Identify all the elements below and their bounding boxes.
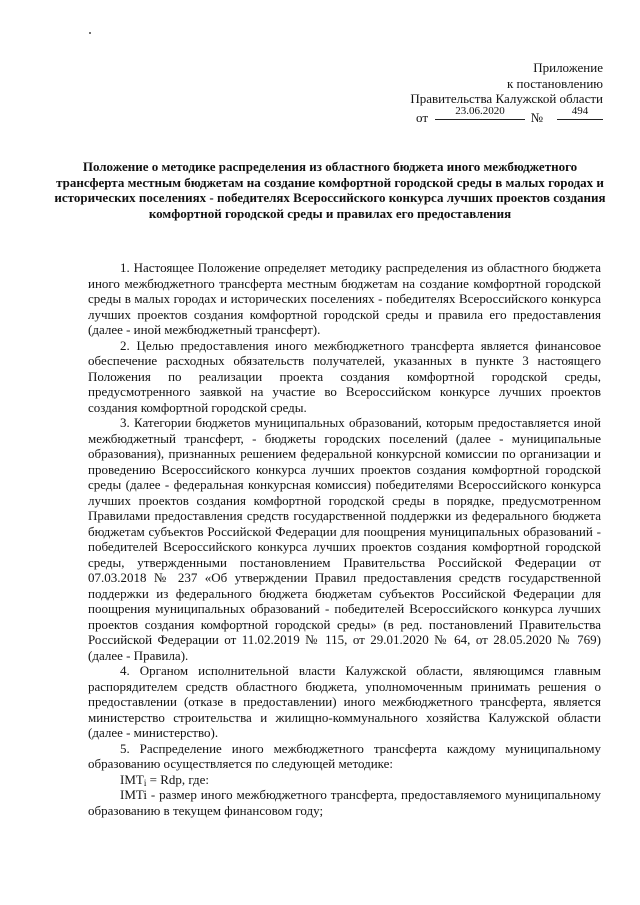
paragraph-4: 4. Органом исполнительной власти Калужской области, являющимся главным распорядителем средств областного бюджета, уполномоченным принимать решения о предоставлении (отказе в предоставлении) иного межбюджетного трансферта, является министерство строительства и жилищно-коммунального хозяйства Калужской области (далее - министерство). <box>88 663 601 740</box>
paragraph-1: 1. Настоящее Положение определяет методику распределения из областного бюджета иного межбюджетного трансферта местным бюджетам на создание комфортной городской среды в малых городах и исторических поселениях - победителях Всероссийского конкурса лучших проектов создания комфортной городской среды и правила его предоставления (далее - иной межбюджетный трансферт). <box>88 260 601 337</box>
appendix-government: Правительства Калужской области <box>410 91 603 106</box>
paragraph-5: 5. Распределение иного межбюджетного трансферта каждому муниципальному образованию осуществляется по следующей методике: <box>88 740 601 771</box>
paragraph-3: 3. Категории бюджетов муниципальных образований, которым предоставляется иной межбюджетный трансферт, - бюджеты городских поселений (далее - муниципальные образования), признанных решением федеральной конкурсной комиссии по организации и проведению Всероссийского конкурса лучших проектов создания комфортной городской среды (далее - федеральная конкурсная комиссия) победителями Всероссийского конкурса лучших проектов создания комфортной городской среды в порядке, предусмотренном Правилами предоставления средств государственной поддержки из федерального бюджета бюджетам субъектов Российской Федерации для поощрения муниципальных образований - победителей Всероссийского конкурса лучших проектов создания комфортной городской среды, утвержденными постановлением Правительства Российской Федерации от 07.03.2018 № 237 «Об утверждении Правил предоставления средств государственной поддержки из федерального бюджета бюджетам субъектов Российской Федерации для поощрения муниципальных образований - победителей Всероссийского конкурса лучших проектов создания комфортной городской среды» (в ред. постановлений Правительства Российской Федерации от 11.02.2019 № 115, от 29.01.2020 № 64, от 28.05.2020 № 769) (далее - Правила). <box>88 415 601 663</box>
resolution-date: 23.06.2020 <box>435 104 525 120</box>
document-body <box>88 260 601 818</box>
definition-term: IMTi <box>120 787 147 802</box>
date-prefix: от <box>415 109 428 125</box>
number-sign: № <box>530 109 543 125</box>
appendix-label: Приложение <box>533 60 603 75</box>
paragraph-2: 2. Целью предоставления иного межбюджетного трансферта является финансовое обеспечение расходных обязательств получателей, указанных в пункте 3 настоящего Положения по реализации проекта создания комфортной городской среды, предусмотренного заявкой на участие во Всероссийском конкурсе лучших проектов создания комфортной городской среды. <box>88 337 601 415</box>
definition-text: - размер иного межбюджетного трансферта, предоставляемого муниципальному образованию в текущем финансовом году; <box>88 787 601 818</box>
document-title: Положение о методике распределения из областного бюджета иного межбюджетного трансферта местным бюджетам на создание комфортной городской среды в малых городах и исторических поселениях - победителях Всероссийского конкурса лучших проектов создания комфортной городской среды и правилах его предоставления <box>54 159 606 221</box>
appendix-header <box>410 60 603 125</box>
formula-line <box>88 772 601 788</box>
formula-rhs: = Rdp, где: <box>146 771 210 787</box>
definition-line <box>88 787 601 818</box>
formula-lhs: IMT <box>120 771 144 787</box>
appendix-date-line <box>410 104 603 125</box>
appendix-resolution-ref: к постановлению <box>506 75 603 91</box>
resolution-number: 494 <box>557 104 603 120</box>
formula-subscript: i <box>143 777 147 788</box>
scan-speck <box>89 32 91 34</box>
